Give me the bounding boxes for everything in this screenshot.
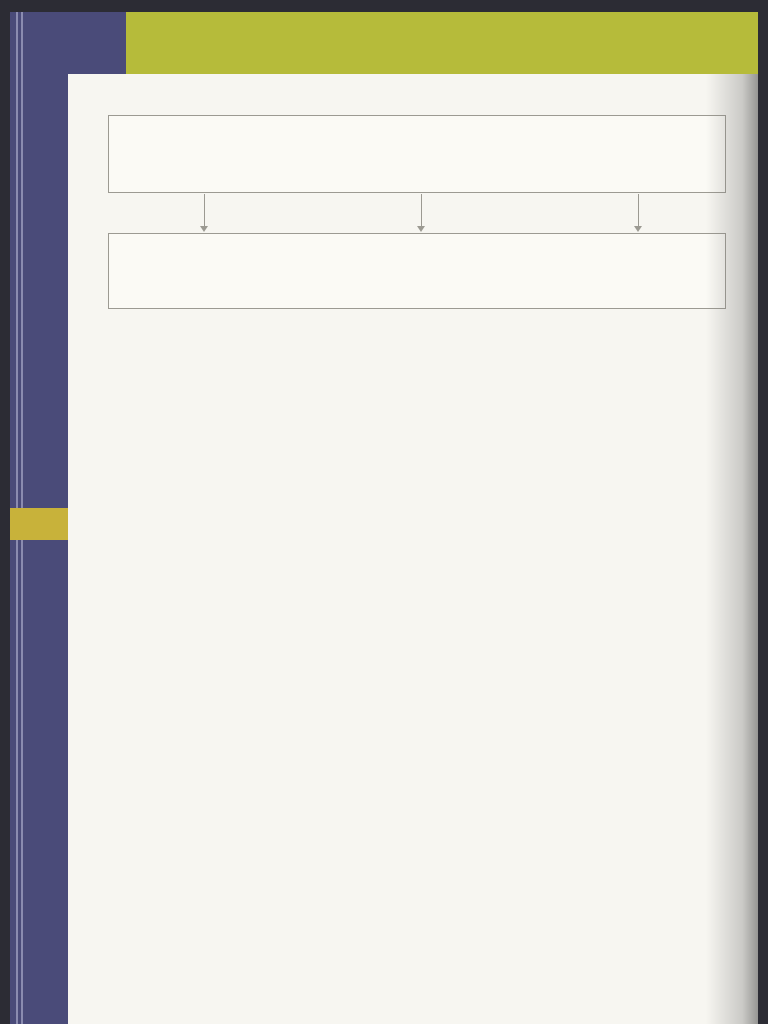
punctuation-table-top: [108, 115, 726, 193]
arrow-down-icon: [638, 194, 639, 228]
header-band: [126, 12, 758, 74]
unit-box: [58, 12, 126, 74]
arrow-down-icon: [421, 194, 422, 228]
textbook-page: [10, 12, 758, 1024]
page-number: [10, 508, 68, 540]
punctuation-table-bottom: [108, 233, 726, 309]
arrow-down-icon: [204, 194, 205, 228]
page-gutter-shadow: [706, 74, 758, 1024]
